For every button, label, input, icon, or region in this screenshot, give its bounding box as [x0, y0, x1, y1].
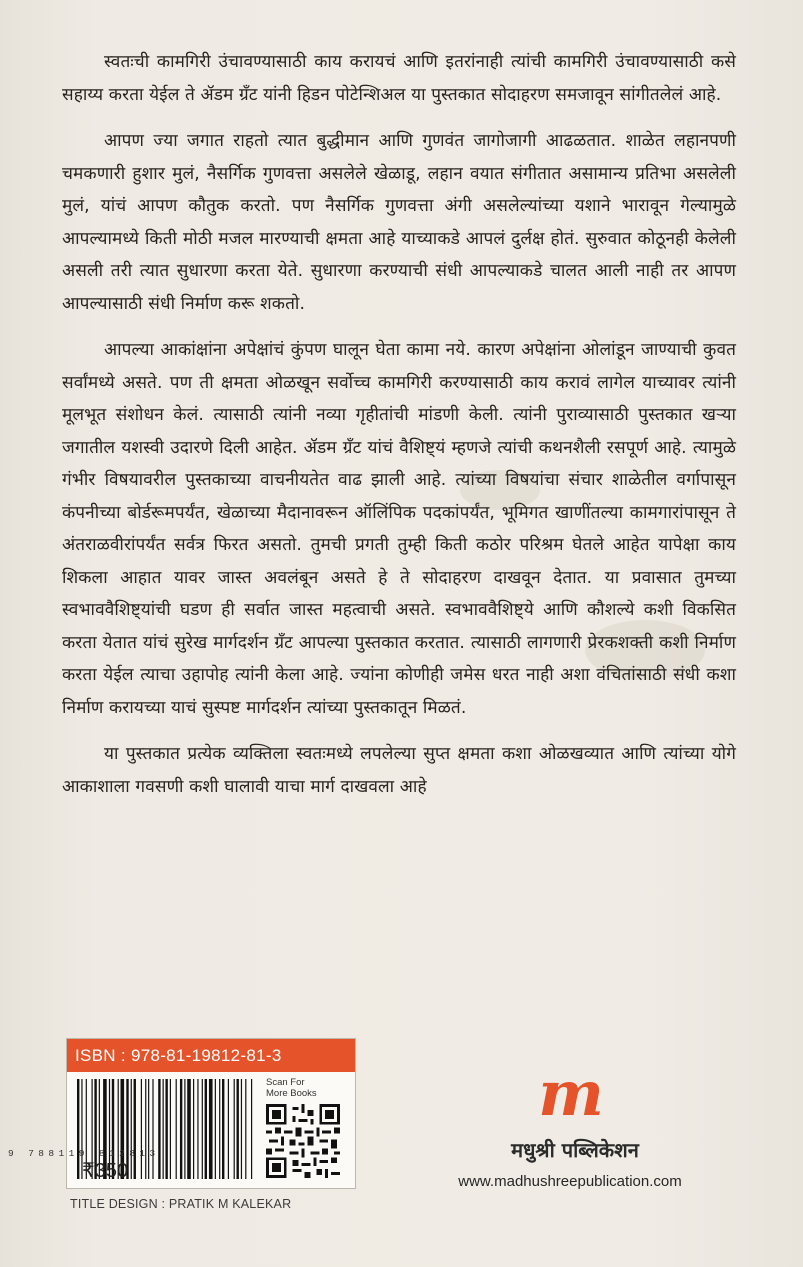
price: ₹350 [82, 1160, 129, 1182]
scan-label-line-1: Scan For [266, 1077, 305, 1088]
blurb-paragraph-3: आपल्या आकांक्षांना अपेक्षांचं कुंपण घालून घेता कामा नये. कारण अपेक्षांना ओलांडून जाण्याची कुवत सर्वांमध्ये असते. पण ती क्षमता ओळखून सर्वोच्च कामगिरी करण्यासाठी काय करावं लागेल याच्यावर त्यांनी मूलभूत संशोधन केलं. त्यासाठी त्यांनी नव्या गृहीतांची मांडणी केली. त्यांनी पुराव्यासाठी पुस्तकात खऱ्या जगातील यशस्वी उदारणे दिली आहेत. ॲडम ग्रँट यांचं वैशिष्ट्यं म्हणजे त्यांची कथनशैली रसपूर्ण आहे. त्यामुळे गंभीर विषयावरील पुस्तकाच्या वाचनीयतेत वाढ झाली आहे. त्यांच्या विषयांचा संचार शाळेतील वर्गापासून कंपनीच्या बोर्डरूमपर्यंत, खेळाच्या मैदानावरून ऑलिंपिक पदकांपर्यंत, भूमिगत खाणींतल्या कामगारांपासून ते अंतराळवीरांपर्यंत सर्वत्र फिरत असतो. तुमची प्रगती तुम्ही किती कठोर परिश्रम घेतले आहेत यापेक्षा काय शिकला आहात यावर जास्त अवलंबून असते हे ते सोदाहरण दाखवून देतात. या प्रवासात तुमच्या स्वभाववैशिष्ट्यांची घडण ही सर्वात जास्त महत्वाची असते. स्वभाववैशिष्ट्ये आणि कौशल्ये कशी विकसित करता येतात यांचं सुरेख मार्गदर्शन ग्रँट आपल्या पुस्तकात करतात. त्यासाठी लागणारी प्रेरकशक्ती कशी निर्माण करता येईल त्याचा उहापोह त्यांनी केला आहे. ज्यांना कोणीही जमेस धरत नाही अशा वंचितांसाठी संधी कशा निर्माण करायच्या याचं सुस्पष्ट मार्गदर्शन त्यांच्या पुस्तकातून मिळतं. [62, 340, 736, 718]
publisher-logo-letter: m [538, 1065, 604, 1125]
publisher-logo [535, 1065, 607, 1125]
barcode-bar [158, 1079, 160, 1179]
barcode-bar [145, 1079, 146, 1179]
barcode-bar [187, 1079, 191, 1179]
blurb-paragraph-2: आपण ज्या जगात राहतो त्यात बुद्धीमान आणि गुणवंत जागोजागी आढळतात. शाळेत लहानपणी चमकणारी हुशार मुलं, नैसर्गिक गुणवत्ता असलेले खेळाडू, लहान वयात संगीतात असामान्य प्रतिभा असलेली मुलं, यांचं आपण कौतुक करतो. पण नैसर्गिक गुणवत्ता अंगी असलेल्यांच्या यशाने भारावून गेल्यामुळे आपल्यामध्ये किती मोठी मजल मारण्याची क्षमता आहे याच्याकडे आपलं दुर्लक्ष होतं. सुरुवात कोठूनही केलेली असली तरी त्यात सुधारणा करता येते. सुधारणा करण्याची संधी आपल्याकडे चालत आली नाही तर आपण आपल्यासाठी संधी निर्माण करू शकतो. [62, 131, 736, 314]
blurb-paragraph-4: या पुस्तकात प्रत्येक व्यक्तिला स्वतःमध्ये लपलेल्या सुप्त क्षमता कशा ओळखव्यात आणि त्यांच्या योगे आकाशाला गवसणी कशी घालावी याचा मार्ग दाखवला आहे [62, 744, 736, 797]
scan-label [266, 1077, 346, 1099]
blurb-text [62, 46, 736, 817]
barcode-bar [180, 1079, 182, 1179]
isbn-number: ISBN : 978-81-19812-81-3 [67, 1039, 355, 1072]
barcode-bar [176, 1079, 177, 1179]
barcode-bar [205, 1079, 207, 1179]
barcode-bar [234, 1079, 235, 1179]
barcode-bar [228, 1079, 229, 1179]
barcode-bar [222, 1079, 224, 1179]
barcode-bar [241, 1079, 242, 1179]
barcode-bar [184, 1079, 185, 1179]
barcode-bar [219, 1079, 220, 1179]
barcode-bar [209, 1079, 213, 1179]
barcode-bar [170, 1079, 171, 1179]
qr-code [266, 1104, 340, 1178]
barcode-bar [141, 1079, 142, 1179]
blurb-paragraph-1: स्वतःची कामगिरी उंचावण्यासाठी काय करायचं आणि इतरांनाही त्यांची कामगिरी उंचावण्यासाठी कसे सहाय्य करता येईल ते ॲडम ग्रँट यांनी हिडन पोटेन्शिअल या पुस्तकात सोदाहरण समजावून सांगीतलेलं आहे. [62, 52, 736, 105]
barcode-bar [251, 1079, 252, 1179]
scan-label-line-2: More Books [266, 1088, 317, 1099]
barcode-bar [245, 1079, 246, 1179]
barcode-bar [148, 1079, 149, 1179]
barcode-bar [134, 1079, 136, 1179]
barcode-bar [202, 1079, 203, 1179]
barcode-bar [197, 1079, 198, 1179]
barcode-bar [152, 1079, 153, 1179]
publisher-name: मधुश्री पब्लिकेशन [511, 1138, 639, 1162]
barcode-digits: 9 788119 812813 [8, 1148, 160, 1159]
barcode-bar [237, 1079, 239, 1179]
barcode-bar [193, 1079, 194, 1179]
barcode-bar [165, 1079, 167, 1179]
barcode-bar [77, 1079, 79, 1179]
publisher-url: www.madhushreepublication.com [458, 1173, 682, 1190]
barcode-bar [215, 1079, 216, 1179]
barcode-bar [131, 1079, 132, 1179]
barcode-bar [163, 1079, 164, 1179]
title-design-credit: TITLE DESIGN : PRATIK M KALEKAR [70, 1197, 292, 1211]
